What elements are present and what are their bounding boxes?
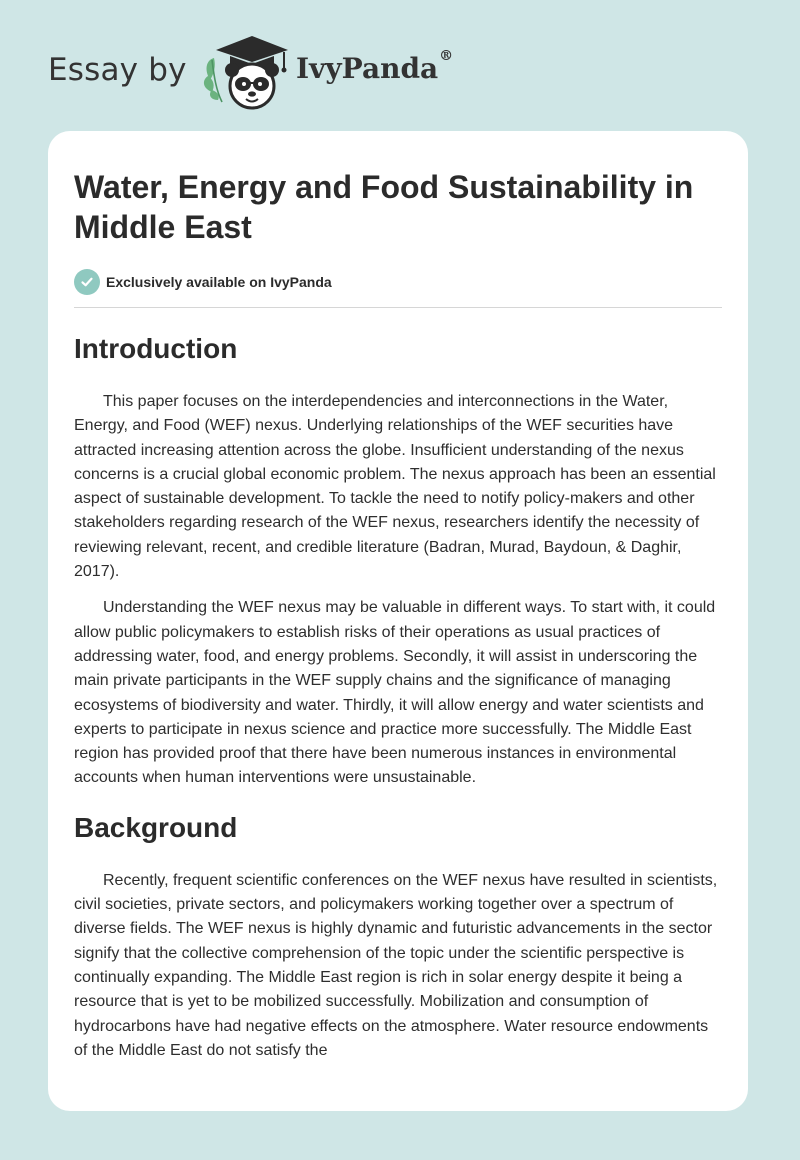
badge-text: Exclusively available on IvyPanda xyxy=(106,274,332,290)
section-heading-background: Background xyxy=(74,811,238,843)
article-title: Water, Energy and Food Sustainability in Middle East xyxy=(74,169,694,245)
divider xyxy=(74,307,722,308)
brand-name: IvyPanda xyxy=(296,52,439,85)
brand-prefix: Essay by xyxy=(48,52,187,88)
exclusive-badge xyxy=(74,269,722,295)
section-heading-introduction: Introduction xyxy=(74,333,238,364)
paragraph: Understanding the WEF nexus may be valuable in different ways. To start with, it could allow public policymakers to establish risks of their operations as usual practices of addressing water, food, and energy problems. Secondly, it will assist in underscoring the main private participants in the WEF supply chains and the significance of managing ecosystems of biodiversity and water. Thirdly, it will allow energy and water scientists and experts to participate in nexus science and practice more successfully. The Middle East region has provided proof that there have been numerous instances in environmental accounts when human interventions were unsustainable. xyxy=(74,599,716,787)
paragraph: This paper focuses on the interdependencies and interconnections in the Water, Energy, and Food (WEF) nexus. Underlying relationships of the WEF securities have attracted increasing attention across the globe. Insufficient understanding of the nexus concerns is a crucial global economic problem. The nexus approach has been an essential aspect of sustainable development. To tackle the need to notify policy-makers and other stakeholders regarding research of the WEF nexus, researchers identify the necessity of reviewing relevant, recent, and credible literature (Badran, Murad, Baydoun, & Daghir, 2017). xyxy=(74,393,716,581)
paragraph: Recently, frequent scientific conferences on the WEF nexus have resulted in scientists, civil societies, private sectors, and policymakers working together over a spectrum of diverse fields. The WEF nexus is highly dynamic and futuristic advancements in the sector signify that the collective comprehension of the topic under the scientific perspective is continually expanding. The Middle East region is rich in solar energy despite it being a resource that is yet to be mobilized successfully. Mobilization and consumption of hydrocarbons have had negative effects on the atmosphere. Water resource endowments of the Middle East do not satisfy the xyxy=(74,871,718,1059)
site-header xyxy=(0,0,800,130)
check-circle-icon xyxy=(74,269,100,295)
article-content xyxy=(74,167,722,1063)
panda-graduate-icon[interactable] xyxy=(200,30,292,112)
article-card xyxy=(48,131,748,1111)
brand-logo-text[interactable] xyxy=(296,48,454,85)
registered-mark: ® xyxy=(439,48,454,64)
